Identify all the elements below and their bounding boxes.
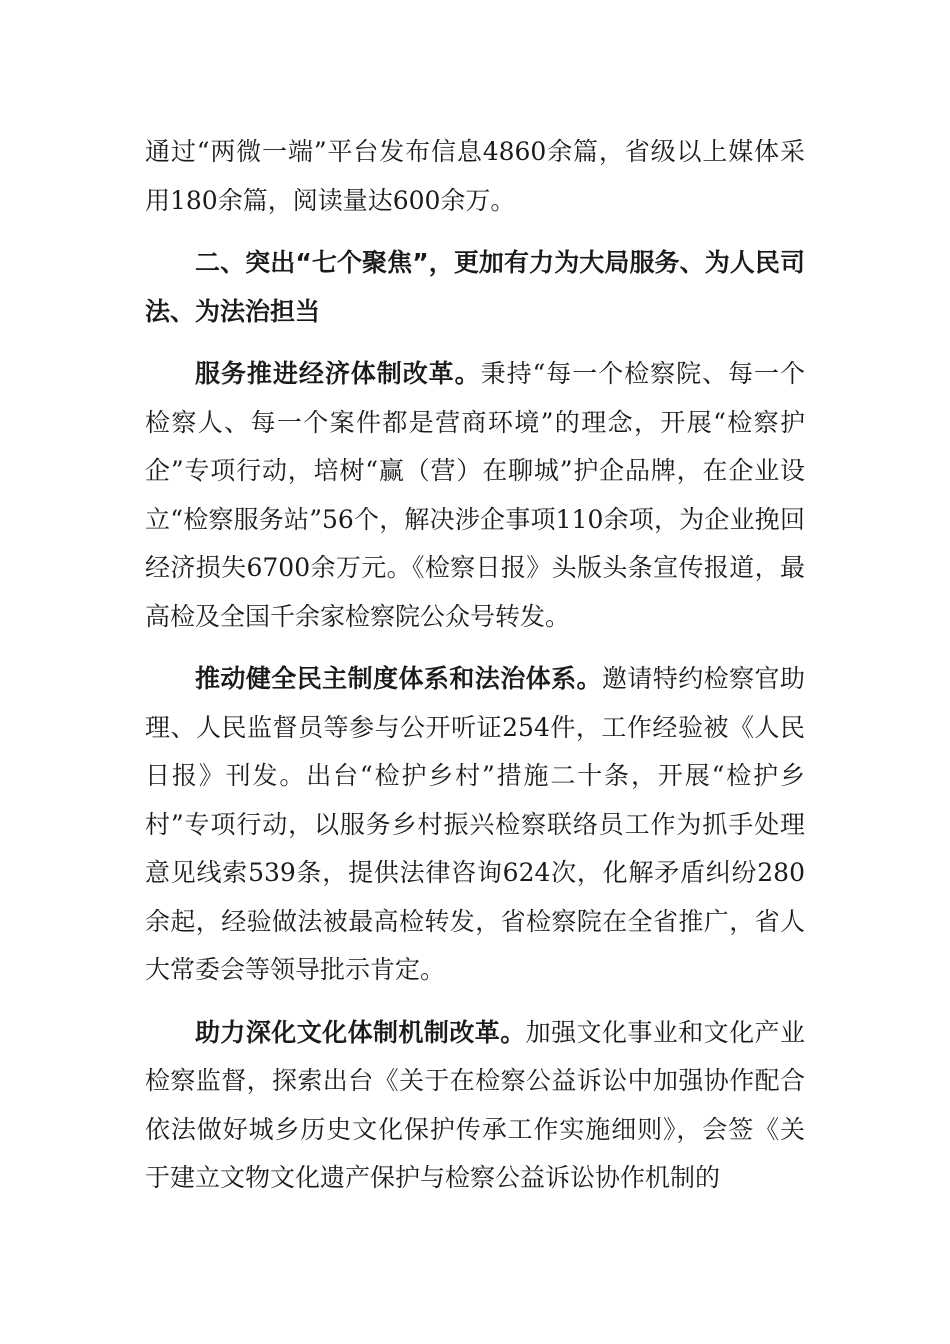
paragraph-text: 邀请特约检察官助理、人民监督员等参与公开听证254件，工作经验被《人民日报》刊发。出台“检护乡村”措施二十条，开展“检护乡村”专项行动，以服务乡村振兴检察联络员工作为抓手处理意见线索539条，提供法律咨询624次，化解矛盾纠纷280余起，经验做法被最高检转发，省检察院在全省推广，省人大常委会等领导批示肯定。	[145, 664, 805, 984]
paragraph-continued: 通过“两微一端”平台发布信息4860余篇，省级以上媒体采用180余篇，阅读量达600余万。	[145, 137, 805, 215]
section-heading: 二、突出“七个聚焦”，更加有力为大局服务、为人民司法、为法治担当	[145, 248, 805, 326]
paragraph-lead: 推动健全民主制度体系和法治体系。	[195, 664, 602, 693]
paragraph-text: 秉持“每一个检察院、每一个检察人、每一个案件都是营商环境”的理念，开展“检察护企”专项行动，培树“赢（营）在聊城”护企品牌，在企业设立“检察服务站”56个，解决涉企事项110余项，为企业挽回经济损失6700余万元。《检察日报》头版头条宣传报道，最高检及全国千余家检察院公众号转发。	[145, 359, 805, 631]
paragraph-economy	[145, 350, 805, 641]
paragraph-lead: 助力深化文化体制机制改革。	[195, 1017, 526, 1047]
document-body	[145, 128, 805, 1217]
paragraph-lead: 服务推进经济体制改革。	[195, 359, 481, 388]
paragraph-text: 加强文化事业和文化产业检察监督，探索出台《关于在检察公益诉讼中加强协作配合依法做好城乡历史文化保护传承工作实施细则》，会签《关于建立文物文化遗产保护与检察公益诉讼协作机制的	[145, 1017, 805, 1192]
paragraph-democracy-law	[145, 655, 805, 995]
paragraph-culture	[145, 1009, 805, 1203]
